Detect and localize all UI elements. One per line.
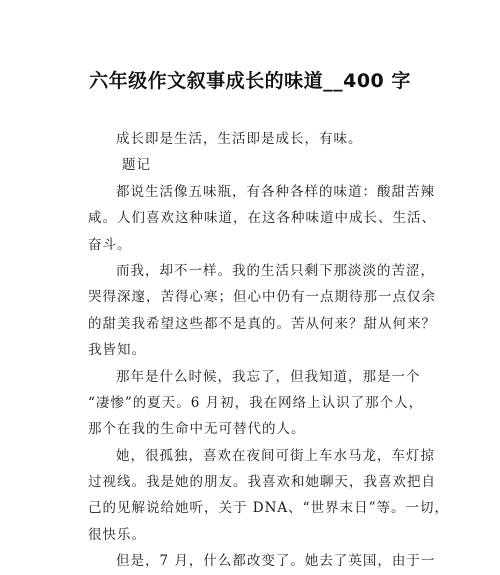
text-line: 成长即是生活，生活即是成长，有味。 <box>116 131 363 147</box>
text-line: 她，很孤独，喜欢在夜间可街上车水马龙，车灯掠 <box>116 447 435 464</box>
text-line: 但是，7 月，什么都改变了。她去了英国，由于一 <box>116 553 436 570</box>
text-line: 的甜美我希望这些都不是真的。苦从何来？甜从何来？ <box>88 315 436 332</box>
text-line: 奋斗。 <box>88 236 132 253</box>
text-line: 都说生活像五味瓶，有各种各样的味道：酸甜苦辣 <box>116 183 435 200</box>
text-line: 咸。人们喜欢这种味道，在这各种味道中成长、生活、 <box>88 210 436 227</box>
document-title: 六年级作文叙事成长的味道__400 字 <box>89 70 411 92</box>
text-line: 那个在我的生命中无可替代的人。 <box>88 421 306 438</box>
text-line: 哭得深邃，苦得心寒；但心中仍有一点期待那一点仅余 <box>88 289 436 306</box>
text-line: 题记 <box>122 157 151 174</box>
text-line: 过视线。我是她的朋友。我喜欢和她聊天，我喜欢把自 <box>88 474 436 491</box>
text-line: 很快乐。 <box>88 526 146 543</box>
text-line: “凄惨”的夏天。6 月初，我在网络上认识了那个人， <box>88 394 424 411</box>
document-body <box>88 126 449 575</box>
text-line: 而我，却不一样。我的生活只剩下那淡淡的苦涩， <box>116 262 435 279</box>
text-line: 我皆知。 <box>88 342 146 359</box>
text-line: 己的见解说给她听，关于 DNA、“世界末日”等。一切， <box>88 500 449 517</box>
text-line: 那年是什么时候，我忘了，但我知道，那是一个 <box>116 368 421 385</box>
